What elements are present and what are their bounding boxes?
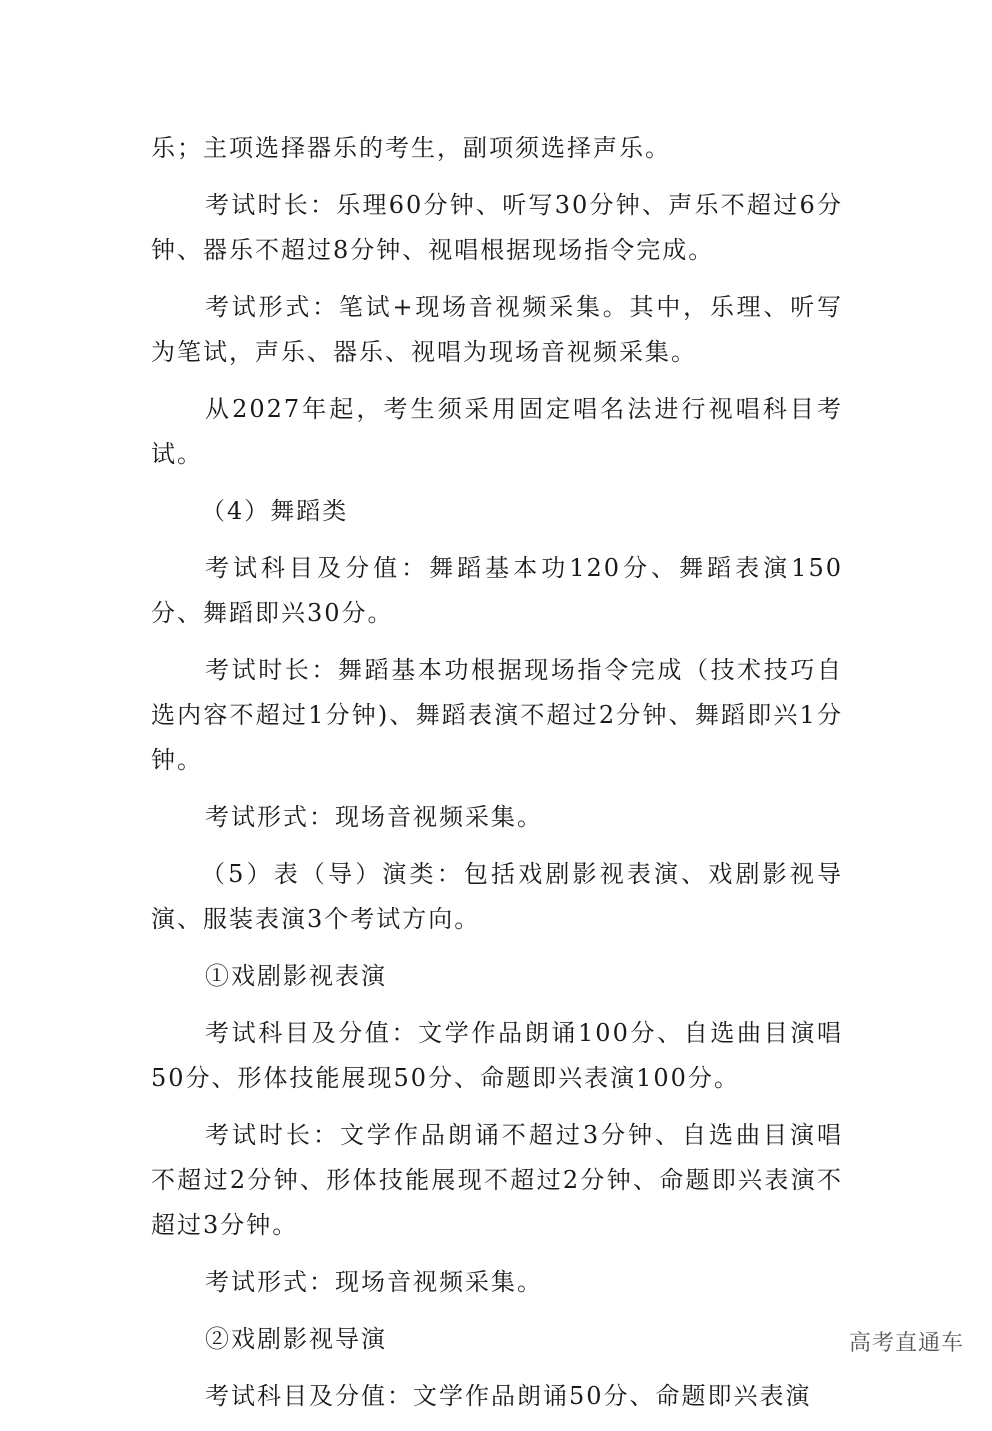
subheading-drama-acting: ①戏剧影视表演 xyxy=(205,962,387,990)
paragraph-dance-duration: 考试时长：舞蹈基本功根据现场指令完成（技术技巧自选内容不超过1分钟)、舞蹈表演不超过2分钟、舞蹈即兴1分钟。 xyxy=(151,656,843,774)
watermark-text: 高考直通车 xyxy=(848,1331,964,1356)
subheading-drama-directing: ②戏剧影视导演 xyxy=(205,1325,387,1353)
section-heading-dance: （4）舞蹈类 xyxy=(201,497,349,525)
paragraph-acting-duration: 考试时长：文学作品朗诵不超过3分钟、自选曲目演唱不超过2分钟、形体技能展现不超过2分钟、命题即兴表演不超过3分钟。 xyxy=(151,1121,843,1239)
document-body xyxy=(151,126,843,1431)
paragraph-continuation: 乐；主项选择器乐的考生，副项须选择声乐。 xyxy=(151,134,671,162)
paragraph-dance-subjects: 考试科目及分值：舞蹈基本功120分、舞蹈表演150分、舞蹈即兴30分。 xyxy=(151,554,843,627)
section-heading-performance: （5）表（导）演类：包括戏剧影视表演、戏剧影视导演、服装表演3个考试方向。 xyxy=(151,860,843,933)
paragraph-acting-format: 考试形式：现场音视频采集。 xyxy=(205,1268,543,1296)
paragraph-music-duration: 考试时长：乐理60分钟、听写30分钟、声乐不超过6分钟、器乐不超过8分钟、视唱根据现场指令完成。 xyxy=(151,191,843,264)
paragraph-acting-subjects: 考试科目及分值：文学作品朗诵100分、自选曲目演唱50分、形体技能展现50分、命题即兴表演100分。 xyxy=(151,1019,843,1092)
paragraph-dance-format: 考试形式：现场音视频采集。 xyxy=(205,803,543,831)
paragraph-sight-singing-note: 从2027年起，考生须采用固定唱名法进行视唱科目考试。 xyxy=(151,395,843,468)
paragraph-directing-subjects: 考试科目及分值：文学作品朗诵50分、命题即兴表演 xyxy=(205,1382,812,1410)
paragraph-music-format: 考试形式：笔试+现场音视频采集。其中，乐理、听写为笔试，声乐、器乐、视唱为现场音视频采集。 xyxy=(151,293,843,366)
